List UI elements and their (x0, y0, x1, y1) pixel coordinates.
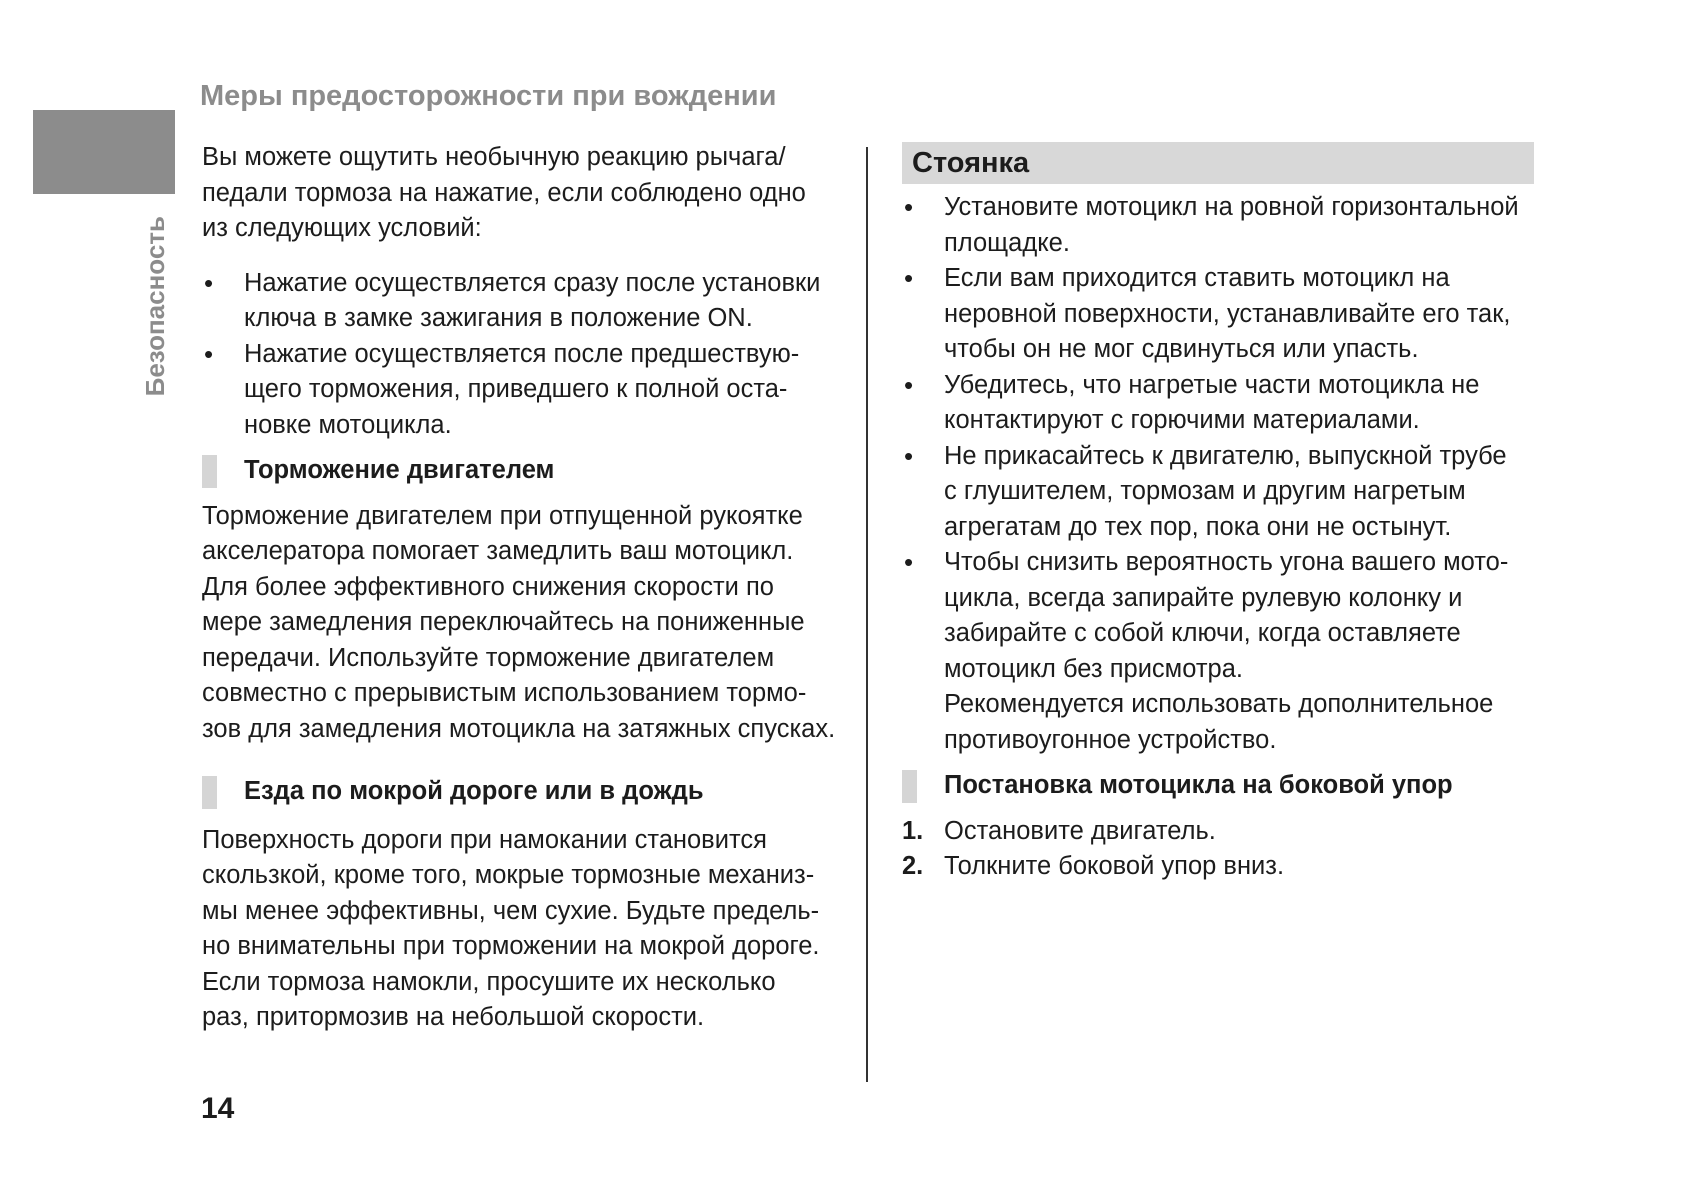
side-stand-steps (902, 814, 1534, 885)
engine-braking-heading: Торможение двигателем (202, 453, 842, 489)
list-item: • Чтобы снизить вероятность угона вашего мото- цикла, всегда запирайте рулевую колонку и забирайте с собой ключи, когда оставляете мотоцикл без присмотра. Рекомендуется использовать дополнительное противоугонное устройство. (902, 545, 1534, 758)
page-number: 14 (201, 1092, 235, 1125)
step-number: 1. (902, 816, 924, 845)
step-number: 2. (902, 852, 924, 880)
engine-braking-paragraph: Торможение двигателем при отпущенной рукоятке акселератора помогает замедлить ваш мотоцикл. Для более эффективного снижения скорости по мере замедления переключайтесь на пониженные передачи. Используйте торможение двигателем совместно с прерывистым использованием тормо- зов для замедления мотоцикла на затяжных спусках. (202, 501, 836, 743)
step-text: Остановите двигатель. (944, 816, 1216, 845)
parking-section-title: Стоянка (902, 142, 1534, 184)
right-column (902, 142, 1534, 885)
side-tab-label: Безопасность (140, 216, 170, 397)
list-item: • Убедитесь, что нагретые части мотоцикла не контактируют с горючими материалами. (902, 368, 1534, 439)
wet-road-paragraph: Поверхность дороги при намокании становится скользкой, кроме того, мокрые тормозные механиз- мы менее эффективны, чем сухие. Будьте предель- но внимательны при торможении на мокрой дороге. Если тормоза намокли, просушите их несколько раз, притормозив на небольшой скорости. (202, 825, 820, 1031)
list-item: • Установите мотоцикл на ровной горизонтальной площадке. (902, 190, 1534, 261)
list-item: • Не прикасайтесь к двигателю, выпускной трубе с глушителем, тормозам и другим нагретым агрегатам до тех пор, пока они не остынут. (902, 439, 1534, 546)
list-item: • Если вам приходится ставить мотоцикл на неровной поверхности, устанавливайте его так, чтобы он не мог сдвинуться или упасть. (902, 261, 1534, 368)
brake-conditions-list (202, 266, 842, 444)
column-divider (866, 147, 868, 1082)
intro-paragraph: Вы можете ощутить необычную реакцию рычага/ педали тормоза на нажатие, если соблюдено одно из следующих условий: (202, 143, 806, 242)
step-text: Толкните боковой упор вниз. (944, 852, 1285, 880)
step-item (902, 814, 1534, 850)
side-tab-block (33, 110, 175, 194)
list-item: • Нажатие осуществляется сразу после установки ключа в замке зажигания в положение ON. (202, 266, 842, 337)
side-stand-heading: Постановка мотоцикла на боковой упор (902, 768, 1534, 804)
running-head: Меры предосторожности при вождении (200, 80, 777, 112)
left-column (202, 140, 842, 1036)
parking-list (902, 190, 1534, 758)
step-item (902, 849, 1534, 885)
list-item: • Нажатие осуществляется после предшествую- щего торможения, приведшего к полной оста- новке мотоцикла. (202, 337, 842, 444)
wet-road-heading: Езда по мокрой дороге или в дождь (202, 774, 842, 810)
